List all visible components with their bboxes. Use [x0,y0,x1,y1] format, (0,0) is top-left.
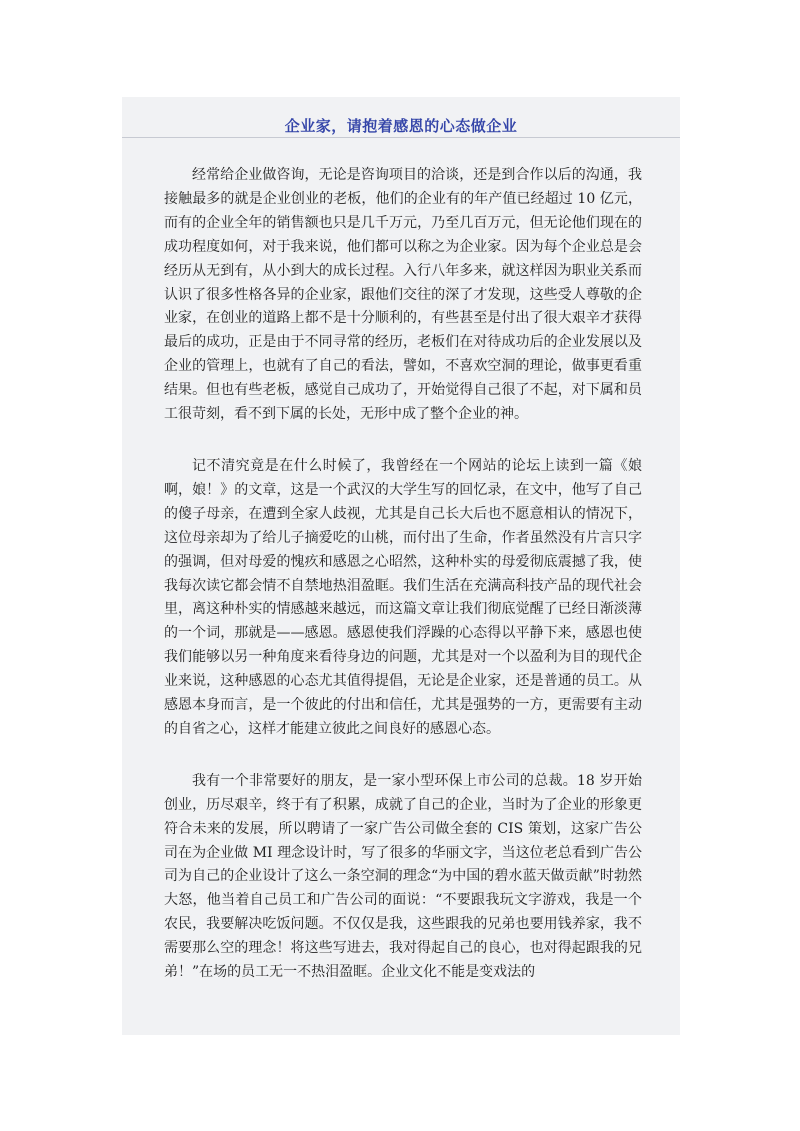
paragraph-2: 记不清究竟是在什么时候了，我曾经在一个网站的论坛上读到一篇《娘啊，娘！》的文章，这是一个武汉的大学生写的回忆录，在文中，他写了自己的傻子母亲，在遭到全家人歧视，尤其是自己长大后也不愿意相认的情况下，这位母亲却为了给儿子摘爱吃的山桃，而付出了生命，作者虽然没有片言只字的强调，但对母爱的愧疚和感恩之心昭然，这种朴实的母爱彻底震撼了我，使我每次读它都会情不自禁地热泪盈眶。我们生活在充满高科技产品的现代社会里，离这种朴实的情感越来越远，而这篇文章让我们彻底觉醒了已经日渐淡薄的一个词，那就是——感恩。感恩使我们浮躁的心态得以平静下来，感恩也使我们能够以另一种角度来看待身边的问题，尤其是对一个以盈利为目的现代企业来说，这种感恩的心态尤其值得提倡，无论是企业家，还是普通的员工。从感恩本身而言，是一个彼此的付出和信任，尤其是强势的一方，更需要有主动的自省之心，这样才能建立彼此之间良好的感恩心态。 [164,457,642,737]
paragraph-1: 经常给企业做咨询，无论是咨询项目的洽谈，还是到合作以后的沟通，我接触最多的就是企业创业的老板，他们的企业有的年产值已经超过 10 亿元，而有的企业全年的销售额也只是几千万元，乃至几百万元，但无论他们现在的成功程度如何，对于我来说，他们都可以称之为企业家。因为每个企业总是会经历从无到有，从小到大的成长过程。入行八年多来，就这样因为职业关系而认识了很多性格各异的企业家，跟他们交往的深了才发现，这些受人尊敬的企业家，在创业的道路上都不是十分顺利的，有些甚至是付出了很大艰辛才获得最后的成功，正是由于不同寻常的经历，老板们在对待成功后的企业发展以及企业的管理上，也就有了自己的看法，譬如，不喜欢空洞的理论，做事更看重结果。但也有些老板，感觉自己成功了，开始觉得自己很了不起，对下属和员工很苛刻，看不到下属的长处，无形中成了整个企业的神。 [164,167,642,423]
document-title: 企业家，请抱着感恩的心态做企业 [122,97,680,138]
document-body [122,138,680,985]
document-page [122,97,680,1035]
paragraph-3: 我有一个非常要好的朋友，是一家小型环保上市公司的总裁。18 岁开始创业，历尽艰辛，终于有了积累，成就了自己的企业，当时为了企业的形象更符合未来的发展，所以聘请了一家广告公司做全套的 CIS 策划，这家广告公司在为企业做 MI 理念设计时，写了很多的华丽文字，当这位老总看到广告公司为自己的企业设计了这么一条空洞的理念“为中国的碧水蓝天做贡献”时勃然大怒，他当着自己员工和广告公司的面说：“不要跟我玩文字游戏，我是一个农民，我要解决吃饭问题。不仅仅是我，这些跟我的兄弟也要用钱养家，我不需要那么空的理念！将这些写进去，我对得起自己的良心，也对得起跟我的兄弟！”在场的员工无一不热泪盈眶。企业文化不能是变戏法的 [164,772,642,981]
